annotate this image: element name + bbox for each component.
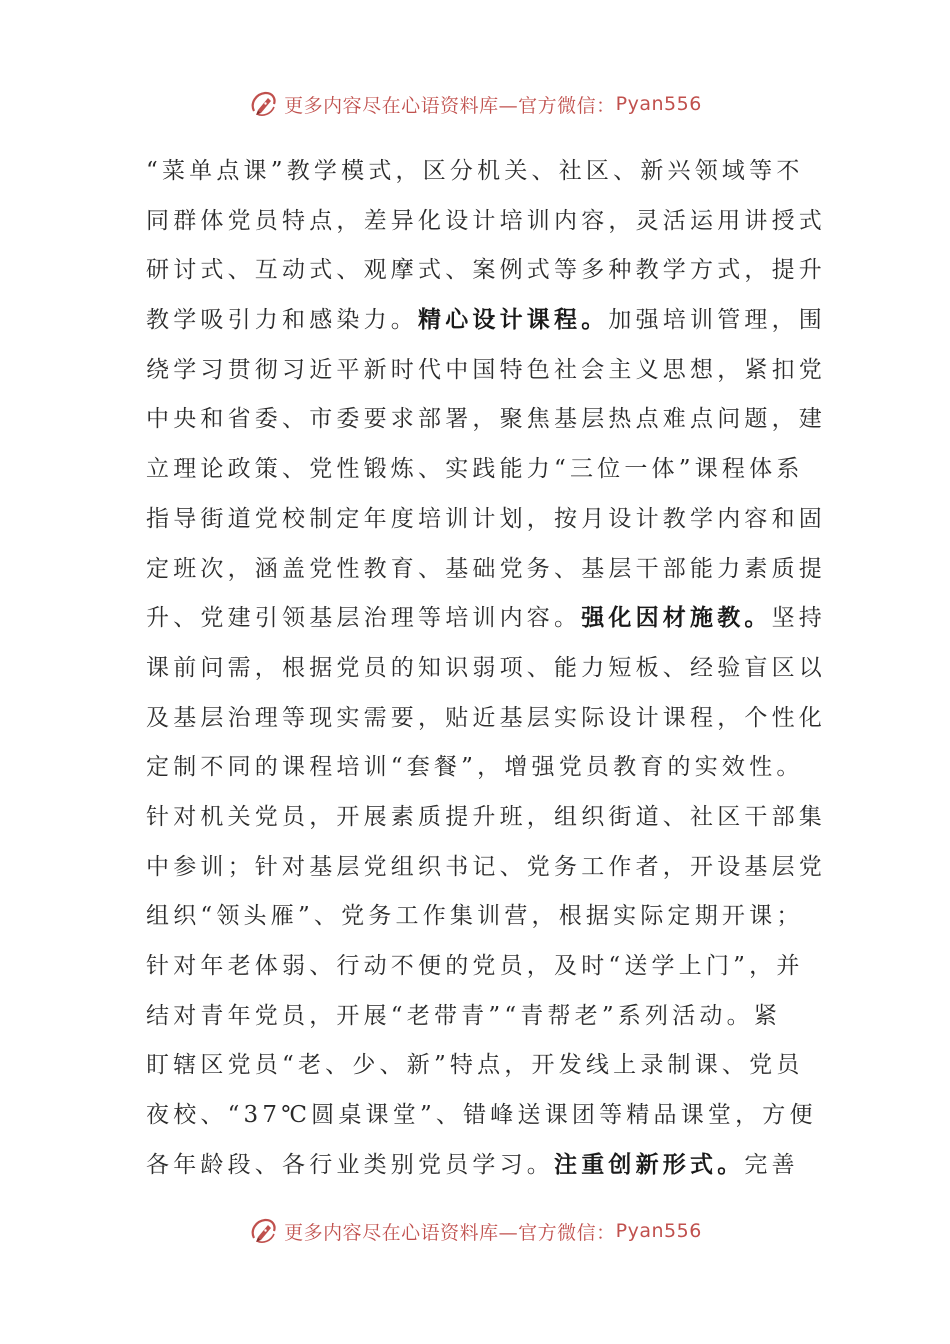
- watermark-wechat-id: Pyan556: [615, 93, 702, 115]
- text-run: 针对年老体弱、行动不便的党员，及时“送学上门”，并: [146, 953, 804, 979]
- text-line: [146, 1091, 817, 1141]
- text-line: [146, 495, 826, 545]
- text-line: [146, 246, 826, 296]
- text-line: [146, 892, 806, 942]
- text-run: 加强培训管理，围: [608, 307, 827, 334]
- document-body: [146, 147, 827, 1190]
- text-run: 升、党建引领基层治理等培训内容。: [146, 605, 582, 632]
- text-line: [146, 942, 806, 992]
- text-run: 坚持: [771, 605, 827, 632]
- text-run: 中央和省委、市委要求部署，聚焦基层热点难点问题，建: [146, 406, 826, 433]
- watermark-text: 更多内容尽在心语资料库—官方微信：: [284, 1221, 616, 1244]
- text-run: 完善: [744, 1151, 799, 1178]
- watermark-wechat-id: Pyan556: [615, 1220, 702, 1242]
- text-line: [146, 445, 806, 495]
- text-run: 课前问需，根据党员的知识弱项、能力短板、经验盲区以: [146, 654, 826, 681]
- text-run: 及基层治理等现实需要，贴近基层实际设计课程，个性化: [146, 704, 826, 731]
- text-line: [146, 843, 826, 893]
- text-line: [146, 644, 826, 694]
- text-line: [146, 992, 806, 1042]
- text-run: 组织“领头雁”、党务工作集训营，根据实际定期开课；: [146, 903, 804, 930]
- text-run: 教学吸引力和感染力。: [146, 307, 418, 334]
- text-run: “菜单点课”教学模式，区分机关、社区、新兴领域等不: [146, 158, 804, 184]
- text-line: [146, 395, 826, 445]
- text-run: 同群体党员特点，差异化设计培训内容，灵活运用讲授式: [146, 207, 826, 234]
- text-run: 夜校、“37℃圆桌课堂”、错峰送课团等精品课堂，方便: [146, 1102, 817, 1129]
- bold-heading: 注重创新形式。: [554, 1151, 745, 1178]
- text-line: [146, 346, 826, 396]
- text-line: [146, 694, 826, 744]
- text-run: 绕学习贯彻习近平新时代中国特色社会主义思想，紧扣党: [146, 356, 826, 383]
- text-line: [146, 594, 827, 644]
- text-run: 各年龄段、各行业类别党员学习。: [146, 1151, 554, 1178]
- text-run: 中参训；针对基层党组织书记、党务工作者，开设基层党: [146, 853, 826, 880]
- bold-heading: 精心设计课程。: [418, 307, 609, 334]
- text-line: [146, 296, 827, 346]
- text-run: 针对机关党员，开展素质提升班，组织街道、社区干部集: [146, 803, 826, 830]
- text-line: [146, 197, 826, 247]
- footer-watermark: [0, 1214, 950, 1248]
- bold-heading: 强化因材施教。: [581, 605, 772, 632]
- text-run: 定制不同的课程培训“套餐”，增强党员教育的实效性。: [146, 754, 804, 781]
- text-run: 盯辖区党员“老、少、新”特点，开发线上录制课、党员: [146, 1052, 804, 1079]
- watermark-text: 更多内容尽在心语资料库—官方微信：: [284, 94, 616, 117]
- text-line: [146, 545, 826, 595]
- text-line: [146, 793, 826, 843]
- header-watermark: [0, 87, 950, 121]
- text-line: [146, 743, 806, 793]
- text-run: 立理论政策、党性锻炼、实践能力“三位一体”课程体系: [146, 456, 804, 483]
- text-line: [146, 1141, 806, 1191]
- pen-nib-circle-icon: [248, 89, 278, 119]
- text-line: [146, 147, 806, 197]
- text-line: [146, 1041, 806, 1091]
- pen-nib-circle-icon: [248, 1216, 278, 1246]
- text-run: 研讨式、互动式、观摩式、案例式等多种教学方式，提升: [146, 257, 826, 284]
- text-run: 定班次，涵盖党性教育、基础党务、基层干部能力素质提: [146, 555, 826, 582]
- text-run: 结对青年党员，开展“老带青”“青帮老”系列活动。紧: [146, 1002, 782, 1029]
- text-run: 指导街道党校制定年度培训计划，按月设计教学内容和固: [146, 505, 826, 532]
